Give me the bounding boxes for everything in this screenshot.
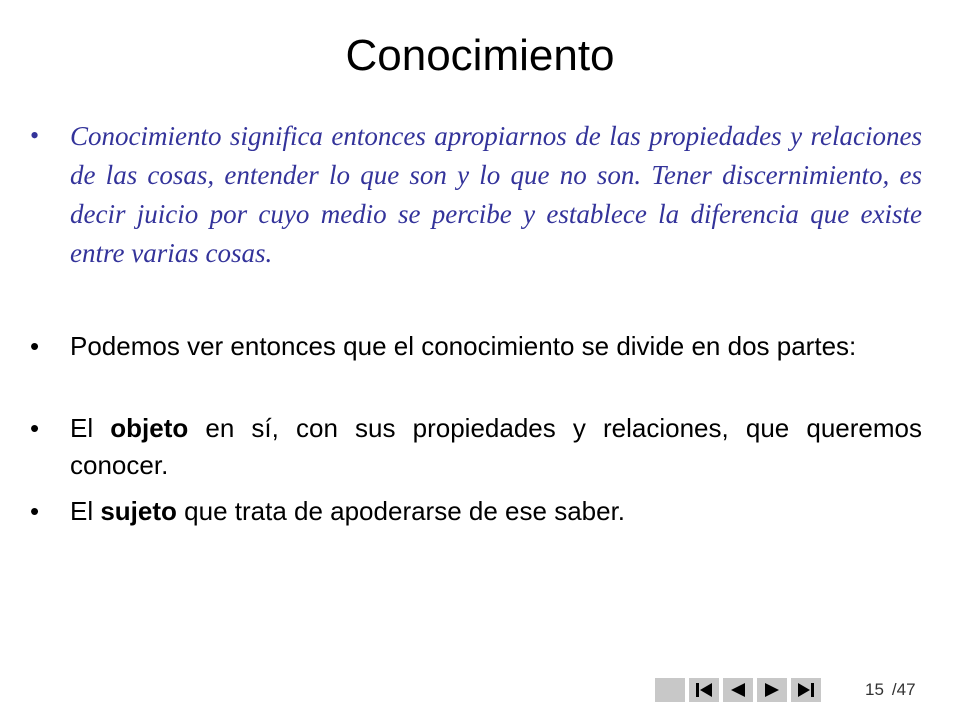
first-page-button[interactable] <box>689 678 719 702</box>
bullet-text <box>70 493 922 530</box>
bullet-text-pre: El <box>70 496 101 526</box>
bullet-text-post: que trata de apoderarse de ese saber. <box>176 496 626 526</box>
current-page-number: 15 <box>865 680 884 699</box>
bullet-item-division <box>30 328 922 365</box>
bullet-item-subject <box>30 493 922 530</box>
previous-page-icon <box>728 681 748 699</box>
bullet-item-definition <box>30 117 922 273</box>
bullet-keyword-sujeto: sujeto <box>100 496 177 526</box>
bullet-item-object <box>30 410 922 484</box>
first-page-icon <box>694 681 714 699</box>
bullet-text <box>70 410 922 484</box>
total-pages: /47 <box>891 680 916 699</box>
page-indicator <box>865 680 916 700</box>
bullet-text: Conocimiento significa entonces apropiarnos de las propiedades y relaciones de las cosas, entender lo que son y lo que no son. Tener discernimiento, es decir juicio por cuyo medio se percibe y establece la diferencia que existe entre varias cosas. <box>70 121 922 268</box>
bullet-text-post: en sí, con sus propiedades y relaciones, que queremos conocer. <box>70 413 922 480</box>
bullet-text: Podemos ver entonces que el conocimiento se divide en dos partes: <box>70 331 857 361</box>
last-page-button[interactable] <box>791 678 821 702</box>
last-page-icon <box>796 681 816 699</box>
next-page-button[interactable] <box>757 678 787 702</box>
previous-page-button[interactable] <box>723 678 753 702</box>
bullet-keyword-objeto: objeto <box>110 413 189 443</box>
bullet-text-pre: El <box>70 413 111 443</box>
slide-title: Conocimiento <box>345 31 615 80</box>
bullet-marker: • <box>30 121 40 150</box>
blank-nav-button[interactable] <box>655 678 685 702</box>
slide-navigation <box>655 678 821 702</box>
next-page-icon <box>762 681 782 699</box>
bullet-marker: • <box>30 496 40 526</box>
bullet-marker: • <box>30 413 40 443</box>
bullet-marker: • <box>30 331 40 361</box>
